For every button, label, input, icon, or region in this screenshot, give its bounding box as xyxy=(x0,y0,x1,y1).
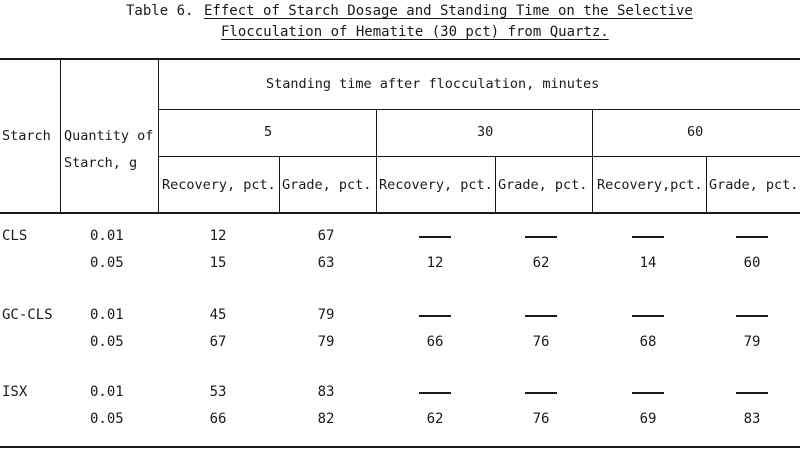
subheader-recovery-60: Recovery,pct. xyxy=(597,177,703,193)
empty-cell-dash xyxy=(525,236,557,238)
divider-sub-1 xyxy=(279,156,280,212)
table-cell-value: 45 xyxy=(209,307,227,323)
empty-cell-dash xyxy=(525,392,557,394)
divider-sub-3 xyxy=(495,156,496,212)
subheader-grade-5: Grade, pct. xyxy=(282,177,372,193)
table-number: Table 6. xyxy=(126,3,194,19)
subheader-recovery-30: Recovery, pct. xyxy=(379,177,493,193)
table-cell-value: 79 xyxy=(317,307,335,323)
table-cell-value: 66 xyxy=(426,334,444,350)
table-cell-value: 62 xyxy=(532,255,550,271)
table-cell-value: 12 xyxy=(209,228,227,244)
row-quantity: 0.05 xyxy=(90,411,124,427)
table-cell-value: 76 xyxy=(532,334,550,350)
row-starch-label: CLS xyxy=(2,228,28,244)
table-cell-value: 82 xyxy=(317,411,335,427)
table-cell-value: 63 xyxy=(317,255,335,271)
subheader-recovery-5: Recovery, pct. xyxy=(162,177,276,193)
header-quantity-line2: Starch, g xyxy=(64,155,138,171)
empty-cell-dash xyxy=(419,236,451,238)
empty-cell-dash xyxy=(419,392,451,394)
row-starch-label: GC-CLS xyxy=(2,307,53,323)
header-standing-time: Standing time after flocculation, minutes xyxy=(266,76,600,92)
table-cell-value: 67 xyxy=(209,334,227,350)
header-bottom-rule xyxy=(0,212,800,214)
header-quantity-line1: Quantity of xyxy=(64,128,154,144)
empty-cell-dash xyxy=(736,392,768,394)
row-quantity: 0.01 xyxy=(90,228,124,244)
table-cell-value: 76 xyxy=(532,411,550,427)
table-cell-value: 69 xyxy=(639,411,657,427)
table-cell-value: 62 xyxy=(426,411,444,427)
subheader-rule xyxy=(158,156,800,157)
empty-cell-dash xyxy=(632,236,664,238)
table-cell-value: 12 xyxy=(426,255,444,271)
time-rule xyxy=(158,109,800,110)
row-starch-label: ISX xyxy=(2,384,28,400)
table-title-line2: Flocculation of Hematite (30 pct) from Quartz. xyxy=(221,24,609,40)
empty-cell-dash xyxy=(736,315,768,317)
table-cell-value: 79 xyxy=(317,334,335,350)
divider-5-30 xyxy=(376,109,377,212)
table-cell-value: 60 xyxy=(743,255,761,271)
header-starch: Starch xyxy=(2,128,51,144)
empty-cell-dash xyxy=(419,315,451,317)
subheader-grade-60: Grade, pct. xyxy=(709,177,799,193)
table-cell-value: 83 xyxy=(317,384,335,400)
table-cell-value: 66 xyxy=(209,411,227,427)
divider-30-60 xyxy=(592,109,593,212)
table-cell-value: 83 xyxy=(743,411,761,427)
empty-cell-dash xyxy=(632,315,664,317)
row-quantity: 0.01 xyxy=(90,307,124,323)
table-cell-value: 15 xyxy=(209,255,227,271)
table-cell-value: 68 xyxy=(639,334,657,350)
row-quantity: 0.05 xyxy=(90,255,124,271)
table-cell-value: 67 xyxy=(317,228,335,244)
table-title-line1: Effect of Starch Dosage and Standing Time on the Selective xyxy=(204,3,693,19)
row-quantity: 0.05 xyxy=(90,334,124,350)
divider-starch xyxy=(60,60,61,212)
empty-cell-dash xyxy=(525,315,557,317)
table-cell-value: 79 xyxy=(743,334,761,350)
subheader-grade-30: Grade, pct. xyxy=(498,177,588,193)
empty-cell-dash xyxy=(632,392,664,394)
bottom-rule xyxy=(0,446,800,448)
header-time-60: 60 xyxy=(687,124,704,140)
divider-quantity xyxy=(158,60,159,212)
table-cell-value: 14 xyxy=(639,255,657,271)
row-quantity: 0.01 xyxy=(90,384,124,400)
divider-sub-5 xyxy=(706,156,707,212)
header-time-5: 5 xyxy=(264,124,273,140)
header-time-30: 30 xyxy=(477,124,494,140)
empty-cell-dash xyxy=(736,236,768,238)
top-rule xyxy=(0,58,800,60)
table-cell-value: 53 xyxy=(209,384,227,400)
